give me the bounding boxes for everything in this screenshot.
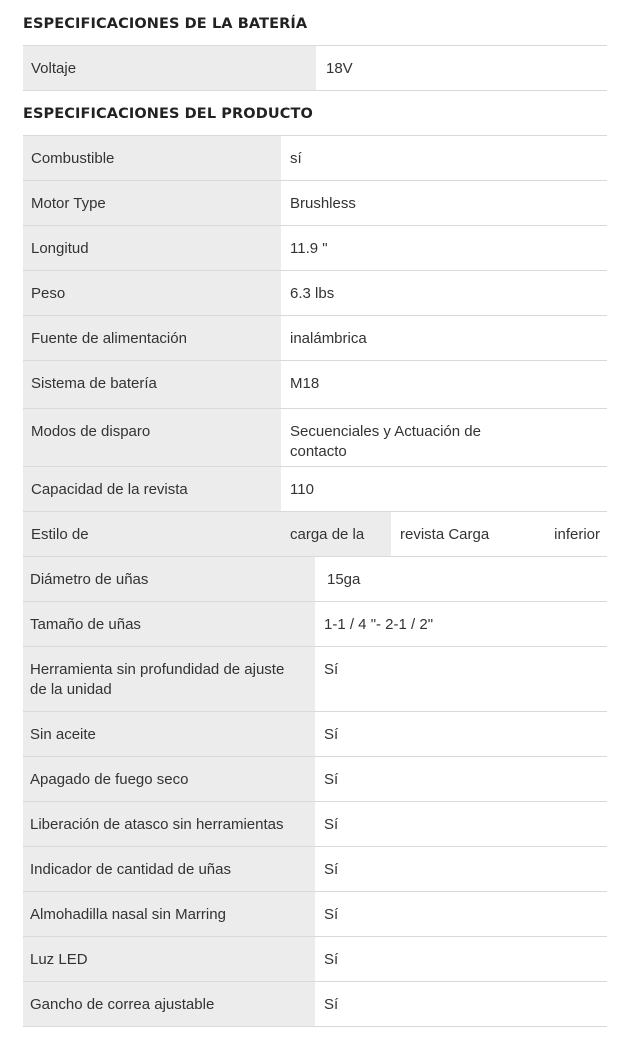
spec-row-almohadilla [23, 892, 607, 937]
spec-value: Brushless [290, 195, 356, 212]
spec-value: Sí [324, 906, 339, 923]
spec-value: inalámbrica [290, 330, 367, 347]
spec-label: Sin aceite [30, 726, 96, 743]
spec-label: Liberación de atasco sin herramientas [30, 816, 284, 833]
spec-row-sistema [23, 361, 607, 409]
spec-row-longitud [23, 226, 607, 271]
spec-label: Tamaño de uñas [30, 616, 141, 633]
spec-value-part: revista Carga [400, 526, 490, 543]
spec-label: Indicador de cantidad de uñas [30, 861, 231, 878]
spec-value: 18V [326, 60, 353, 77]
spec-label: Diámetro de uñas [30, 571, 149, 588]
spec-label: Gancho de correa ajustable [30, 996, 215, 1013]
product-specs-heading: ESPECIFICACIONES DEL PRODUCTO [23, 106, 313, 122]
spec-label: Capacidad de la revista [31, 481, 188, 498]
spec-row-voltaje [23, 46, 607, 91]
spec-row-indicador [23, 847, 607, 892]
spec-label: Voltaje [31, 60, 77, 77]
spec-value: Sí [324, 996, 339, 1013]
spec-row-fuente [23, 316, 607, 361]
spec-row-apagado [23, 757, 607, 802]
spec-value: Sí [324, 726, 339, 743]
spec-row-herramienta [23, 647, 607, 712]
spec-label: Estilo de [31, 526, 89, 543]
product-specs-table [23, 135, 607, 1027]
spec-value: Sí [324, 771, 339, 788]
spec-value: M18 [290, 375, 320, 392]
spec-row-estilo [23, 512, 607, 557]
spec-label: Herramienta sin profundidad de ajuste de la unidad [30, 661, 285, 698]
spec-row-combustible [23, 136, 607, 181]
spec-row-peso [23, 271, 607, 316]
spec-row-capacidad [23, 467, 607, 512]
battery-specs-table [23, 45, 607, 91]
spec-value: Sí [324, 951, 339, 968]
spec-label: Combustible [31, 150, 115, 167]
spec-row-luz-led [23, 937, 607, 982]
spec-label: Sistema de batería [31, 375, 157, 392]
spec-row-motor-type [23, 181, 607, 226]
spec-value: 110 [290, 481, 314, 498]
spec-label: Modos de disparo [31, 423, 151, 440]
spec-value: Secuenciales y Actuación de contacto [290, 423, 481, 460]
spec-row-tamano [23, 602, 607, 647]
spec-row-modos [23, 409, 607, 467]
spec-value: sí [290, 150, 302, 167]
spec-row-diametro [23, 557, 607, 602]
spec-value-part: inferior [554, 526, 600, 543]
spec-label: Almohadilla nasal sin Marring [30, 906, 226, 923]
spec-row-gancho [23, 982, 607, 1027]
spec-value: 11.9 " [290, 240, 328, 257]
spec-value: 6.3 lbs [290, 285, 335, 302]
spec-row-sin-aceite [23, 712, 607, 757]
spec-label: Fuente de alimentación [31, 330, 187, 347]
spec-label: Peso [31, 285, 66, 302]
spec-label: Luz LED [30, 951, 88, 968]
spec-label: Motor Type [31, 195, 106, 212]
spec-value-part: carga de la [290, 526, 365, 543]
spec-label: Apagado de fuego seco [30, 771, 189, 788]
spec-row-liberacion [23, 802, 607, 847]
spec-value: Sí [324, 816, 339, 833]
spec-value: 1-1 / 4 "- 2-1 / 2" [324, 616, 434, 633]
spec-value: 15ga [327, 571, 361, 588]
spec-value: Sí [324, 861, 339, 878]
spec-value: Sí [324, 661, 339, 678]
battery-specs-heading: ESPECIFICACIONES DE LA BATERÍA [23, 16, 308, 32]
spec-label: Longitud [31, 240, 89, 257]
